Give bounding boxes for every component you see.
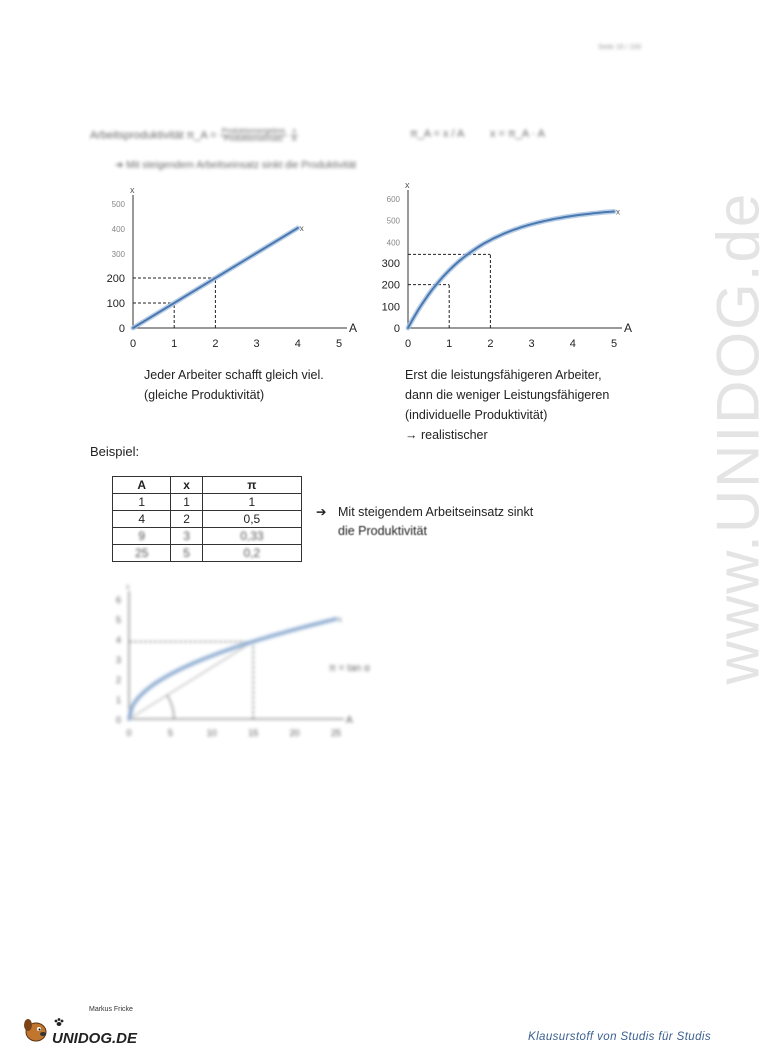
y-axis-label: x <box>130 185 135 195</box>
caption-right-line: → realistischer <box>405 428 488 442</box>
table-header: π <box>202 477 301 494</box>
formula-fraction: $\frac{\text{Produktionsergebnis}}{\text{Produktionseinsatz}}$ <box>221 128 286 143</box>
y-tick-label: 0 <box>393 323 400 335</box>
chart-root <box>108 585 398 750</box>
watermark: www.UNIDOG.de <box>704 191 772 685</box>
dog-icon <box>24 1019 46 1041</box>
y-tick-label: 2 <box>115 675 121 685</box>
table-cell: 1 <box>113 494 171 511</box>
conclusion-line: Mit steigendem Arbeitseinsatz sinkt <box>338 505 534 519</box>
logo-text: UNIDOG.DE <box>52 1030 138 1047</box>
series-end-label: x <box>299 224 304 233</box>
series-line-halo <box>408 212 614 329</box>
x-tick-label: 25 <box>330 728 342 738</box>
example-table <box>112 476 302 562</box>
table-cell: 1 <box>171 494 202 511</box>
author-name: Markus Fricke <box>89 1006 133 1013</box>
series-line-halo <box>129 619 336 719</box>
table-cell: 0,5 <box>202 511 301 528</box>
table-cell: 25 <box>113 545 171 562</box>
formula-fraction-rhs: $\frac{x}{A}$ <box>291 128 297 143</box>
x-tick-label: 2 <box>487 338 494 350</box>
x-tick-label: 20 <box>289 728 300 738</box>
y-tick-label: 5 <box>115 615 121 625</box>
y-tick-label: 300 <box>111 250 125 259</box>
table-cell: 2 <box>171 511 202 528</box>
x-tick-label: 1 <box>171 338 178 350</box>
x-tick-label: 0 <box>129 338 137 350</box>
y-tick-label: 500 <box>386 216 400 226</box>
table-header-row <box>113 477 302 494</box>
table-row <box>113 545 302 562</box>
table-header: x <box>171 477 202 494</box>
x-tick-label: 15 <box>248 728 259 738</box>
chart-linear <box>95 185 365 362</box>
chart-concave <box>370 180 640 362</box>
y-tick-label: 4 <box>115 635 121 645</box>
formula-eq2: π_A = x / A <box>410 128 465 140</box>
formula-line <box>90 122 610 148</box>
table-cell: 3 <box>171 528 202 545</box>
y-tick-label: 100 <box>106 298 125 310</box>
y-tick-label: 100 <box>381 301 400 314</box>
x-tick-label: 3 <box>253 338 260 350</box>
formula-eq3: x = π_A · A <box>490 128 545 140</box>
y-tick-label: 200 <box>106 273 125 285</box>
caption-left <box>144 365 324 405</box>
table-header: A <box>113 477 171 494</box>
series-end-label: x <box>338 615 342 624</box>
y-tick-label: 600 <box>386 195 400 204</box>
x-tick-label: 0 <box>404 338 412 350</box>
table-cell: 1 <box>202 494 301 511</box>
formula-label: Arbeitsproduktivität <box>90 129 184 142</box>
x-axis-label: A <box>624 321 633 335</box>
x-tick-label: 0 <box>126 728 132 738</box>
caption-left-line: (gleiche Produktivität) <box>144 388 265 402</box>
table-cell: 4 <box>113 511 171 528</box>
y-tick-label: 3 <box>115 655 121 665</box>
y-tick-label: 6 <box>115 595 121 605</box>
y-tick-label: 200 <box>381 279 400 292</box>
x-axis-label: A <box>349 321 358 335</box>
x-tick-label: 5 <box>167 728 173 738</box>
x-tick-label: 4 <box>294 338 301 350</box>
caption-right-line: dann die weniger Leistungsfähigeren <box>405 388 610 402</box>
page-number: Seite 16 / 100 <box>598 44 642 51</box>
y-tick-label: 0 <box>118 323 125 335</box>
table-row <box>113 511 302 528</box>
table-conclusion <box>316 503 534 538</box>
angle-arc <box>167 695 174 719</box>
caption-right-line: Erst die leistungsfähigeren Arbeiter, <box>405 368 602 382</box>
annotation-label: π = tan α <box>329 663 370 674</box>
x-tick-label: 5 <box>610 338 618 350</box>
y-axis-label: x <box>405 180 410 190</box>
y-tick-label: 400 <box>386 238 400 248</box>
table-cell: 0,2 <box>202 545 301 562</box>
bullet-statement: ➜ Mit steigendem Arbeitseinsatz sinkt die Produktivität <box>115 160 357 171</box>
series-line <box>129 619 336 719</box>
y-tick-label: 300 <box>381 258 400 270</box>
footer-slogan: Klausurstoff von Studis für Studis <box>528 1031 711 1043</box>
table-cell: 0,33 <box>202 528 301 545</box>
table-cell: 5 <box>171 545 202 562</box>
formula-lhs: π_A = <box>186 129 217 142</box>
y-axis-label: x <box>126 584 130 591</box>
table-row <box>113 528 302 545</box>
x-tick-label: 10 <box>206 728 217 738</box>
caption-right-line: (individuelle Produktivität) <box>405 408 548 422</box>
unidog-logo <box>22 1012 162 1048</box>
x-tick-label: 2 <box>212 338 219 350</box>
arrow-right-icon: ➔ <box>316 505 327 519</box>
caption-right <box>405 365 609 445</box>
x-tick-label: 5 <box>335 338 343 350</box>
conclusion-line: die Produktivität <box>338 524 427 538</box>
series-end-label: x <box>616 207 620 217</box>
arrow-bullet-icon: ➜ <box>115 160 124 171</box>
x-tick-label: 4 <box>569 338 576 350</box>
paw-icon <box>55 1018 64 1026</box>
example-heading: Beispiel: <box>90 444 140 459</box>
y-tick-label: 1 <box>115 695 121 705</box>
y-tick-label: 500 <box>111 200 125 209</box>
x-axis-label: A <box>346 715 353 726</box>
y-tick-label: 0 <box>115 715 121 725</box>
table-row <box>113 494 302 511</box>
x-tick-label: 3 <box>528 338 535 350</box>
x-tick-label: 1 <box>446 338 453 350</box>
y-tick-label: 400 <box>111 225 125 234</box>
tangent-line <box>129 642 253 719</box>
table-cell: 9 <box>113 528 171 545</box>
caption-left-line: Jeder Arbeiter schafft gleich viel. <box>144 368 324 382</box>
